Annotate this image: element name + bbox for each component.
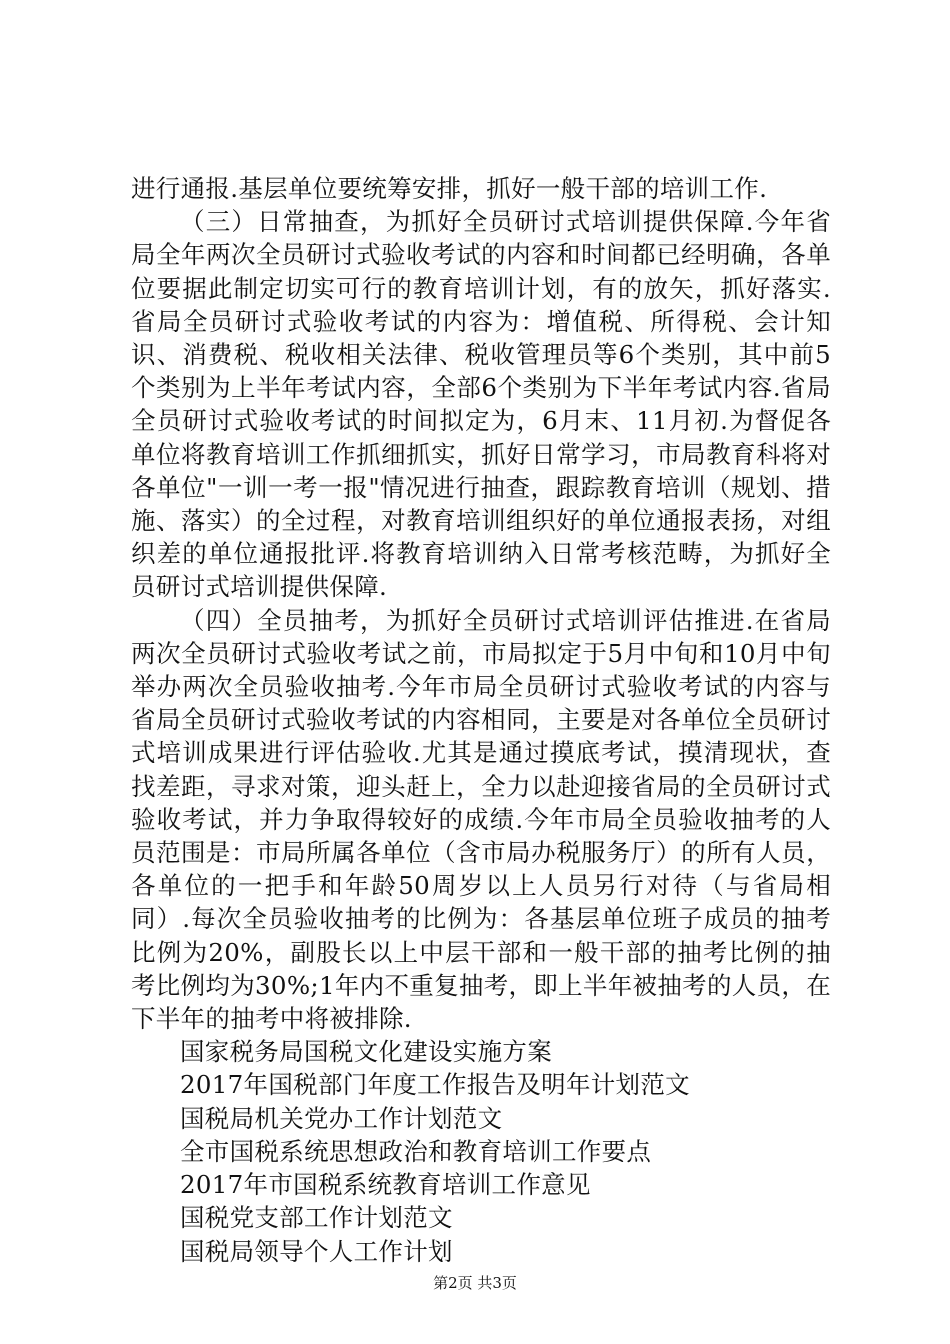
paragraph-continuation: 进行通报.基层单位要统筹安排，抓好一般干部的培训工作. <box>131 174 768 203</box>
related-article-link[interactable]: 2017年市国税系统教育培训工作意见 <box>180 1170 591 1200</box>
paragraph-daily-inspection: （三）日常抽查，为抓好全员研讨式培训提供保障.今年省局全年两次全员研讨式验收考试的内容和时间都已经明确，各单位要据此制定切实可行的教育培训计划，有的放矢，抓好落实.省局全员研讨式验收考试的内容为：增值税、所得税、会计知识、消费税、税收相关法律、税收管理员等6个类别，其中前5个类别为上半年考试内容，全部6个类别为下半年考试内容.省局全员研讨式验收考试的时间拟定为，6月末、11月初.为督促各单位将教育培训工作抓细抓实，抓好日常学习，市局教育科将对各单位"一训一考一报"情况进行抽查，跟踪教育培训（规划、措施、落实）的全过程，对教育培训组织好的单位通报表扬，对组织差的单位通报批评.将教育培训纳入日常考核范畴，为抓好全员研讨式培训提供保障. <box>131 207 831 602</box>
page-number-footer: 第2页 共3页 <box>433 1274 517 1292</box>
document-body <box>131 172 831 1268</box>
related-article-link[interactable]: 国税局机关党办工作计划范文 <box>180 1103 503 1133</box>
related-article-link[interactable]: 国税党支部工作计划范文 <box>180 1203 453 1233</box>
related-article-link[interactable]: 国税局领导个人工作计划 <box>180 1236 453 1266</box>
related-article-link[interactable]: 2017年国税部门年度工作报告及明年计划范文 <box>180 1070 690 1100</box>
related-article-link[interactable]: 国家税务局国税文化建设实施方案 <box>180 1037 552 1067</box>
paragraph-full-staff-exam: （四）全员抽考，为抓好全员研讨式培训评估推进.在省局两次全员研讨式验收考试之前，市局拟定于5月中旬和10月中旬举办两次全员验收抽考.今年市局全员研讨式验收考试的内容与省局全员研讨式验收考试的内容相同，主要是对各单位全员研讨式培训成果进行评估验收.尤其是通过摸底考试，摸清现状，查找差距，寻求对策，迎头赶上，全力以赴迎接省局的全员研讨式验收考试，并力争取得较好的成绩.今年市局全员验收抽考的人员范围是：市局所属各单位（含市局办税服务厅）的所有人员，各单位的一把手和年龄50周岁以上人员另行对待（与省局相同）.每次全员验收抽考的比例为：各基层单位班子成员的抽考比例为20%，副股长以上中层干部和一般干部的抽考比例的抽考比例均为30%;1年内不重复抽考，即上半年被抽考的人员，在下半年的抽考中将被排除. <box>131 605 831 1034</box>
related-article-link[interactable]: 全市国税系统思想政治和教育培训工作要点 <box>180 1136 652 1166</box>
related-articles-list <box>131 1035 831 1267</box>
